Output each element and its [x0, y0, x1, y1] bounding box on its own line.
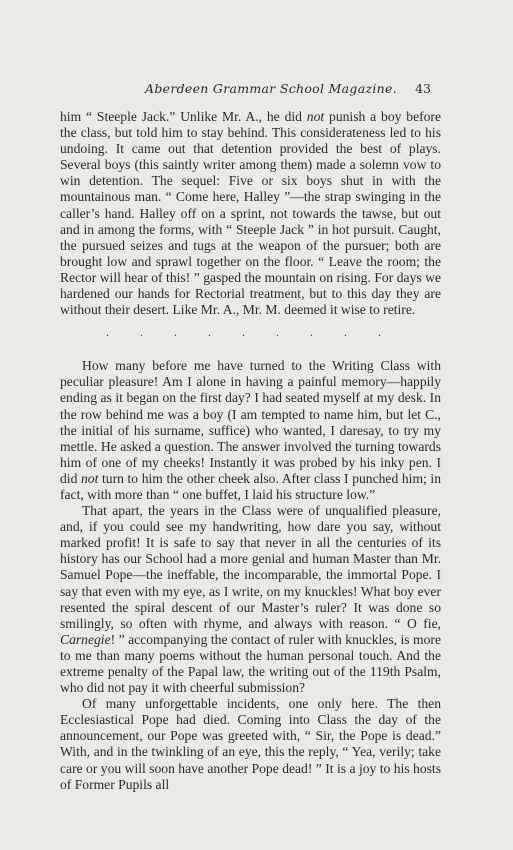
running-header: [60, 81, 431, 99]
paragraph: That apart, the years in the Class were of unqualified pleasure, and, if you could see my handwriting, how dare you say, without marked profit! It is safe to say that never in all the centuries of its history has our School had a more genial and human Master than Mr. Samuel Pope—the ineffable, the incomparable, the immortal Pope. I say that even with my eye, as I write, on my knuckles! What boy ever resented the spiral descent of our Master’s ruler? It was done so smilingly, so often with rhyme, and always with reason. “ O fie, Carnegie! ” accompanying the contact of ruler with knuckles, is more to me than many poems without the human personal touch. And the extreme penalty of the Papal law, the writing out of the 119th Psalm, who did not pay it with cheerful submission?: [60, 503, 441, 696]
paragraph: How many before me have turned to the Writing Class with peculiar pleasure! Am I alone in having a painful memory—happily ending as it began on the first day? I had seated myself at my desk. In the row behind me was a boy (I am tempted to name him, but let C., the initial of his surname, suffice) who wanted, I daresay, to try my mettle. He asked a question. The answer involved the turning towards him of one of my cheeks! Instantly it was probed by his inky pen. I did not turn to him the other cheek also. After class I punched him; in fact, with more than “ one buffet, I laid his structure low.”: [60, 358, 441, 502]
running-title: Aberdeen Grammar School Magazine.: [145, 81, 397, 96]
paragraph: him “ Steeple Jack.” Unlike Mr. A., he did not punish a boy before the class, but told him to stay behind. This considerateness led to his undoing. It came out that detention provided the best of plays. Several boys (this saintly writer among them) made a solemn vow to win detention. The sequel: Five or six boys shut in with the mountainous man. “ Come here, Halley ”—the strap swinging in the caller’s hand. Halley off on a sprint, not towards the tawse, but out and in among the forms, with “ Steeple Jack ” in hot pursuit. Caught, the pursued seizes and tugs at the weapon of the pursuer; both are brought low and sprawl together on the floor. “ Leave the room; the Rector will hear of this! ” gasped the mountain on rising. For days we hardened our hands for Rectorial treatment, but to this day they are without their desert. Like Mr. A., Mr. M. deemed it wise to retire.: [60, 109, 441, 318]
paragraph: Of many unforgettable incidents, one only here. The then Ecclesiastical Pope had died. Coming into Class the day of the announcement, our Pope was greeted with, “ Sir, the Pope is dead.” With, and in the twinkling of an eye, this the reply, “ Yea, verily; take care or you will soon have another Pope dead! ” It is a joy to his hosts of Former Pupils all: [60, 696, 441, 792]
section-separator: . . . . . . . . .: [106, 325, 395, 340]
body-text: [60, 109, 441, 793]
page-number: 43: [415, 81, 431, 96]
